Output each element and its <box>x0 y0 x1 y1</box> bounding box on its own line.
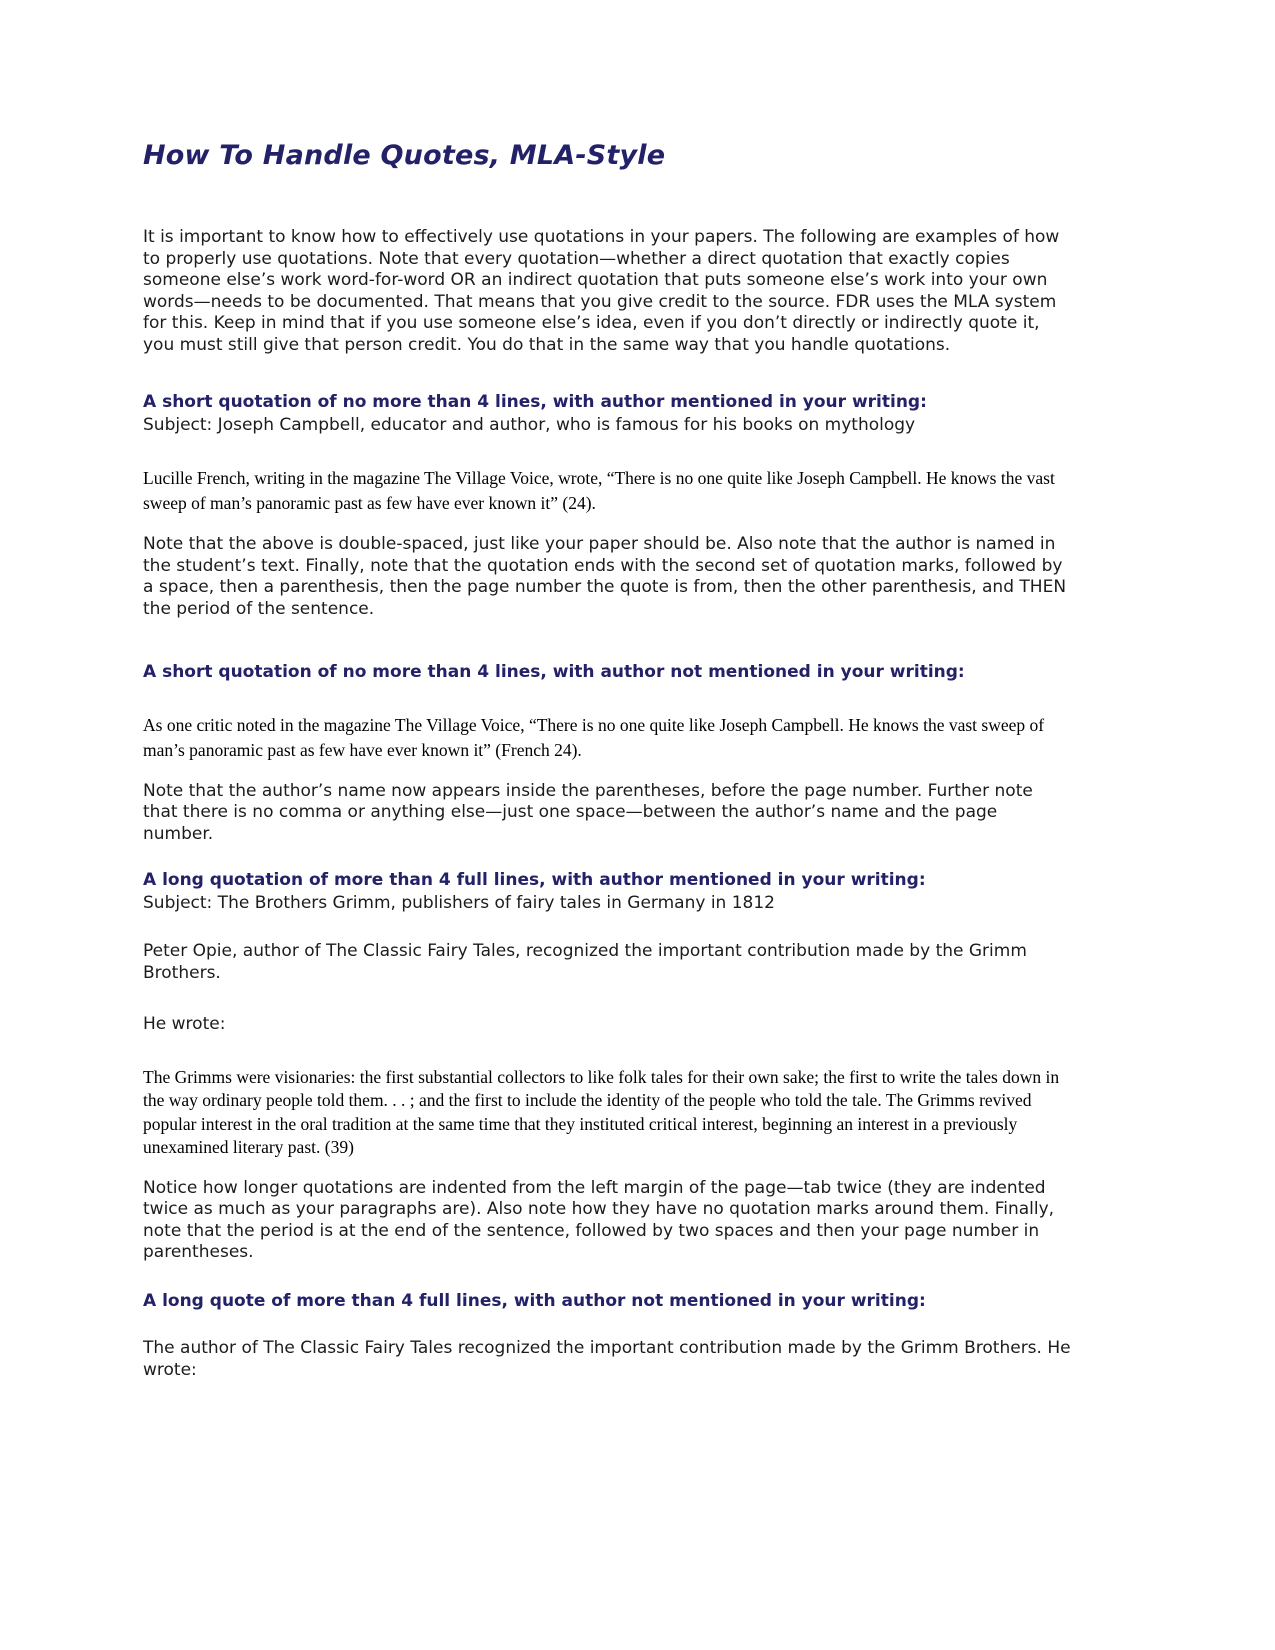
example-quote-author-mentioned: Lucille French, writing in the magazine The Village Voice, wrote, “There is no one quite like Joseph Campbell. He knows the vast sweep of man’s panoramic past as few have ever known it” (24). <box>143 468 1055 514</box>
section-subject-brothers-grimm: Subject: The Brothers Grimm, publishers of fairy tales in Germany in 1812 <box>143 893 775 914</box>
example-long-quote-grimms: The Grimms were visionaries: the first substantial collectors to like folk tales for their own sake; the first to write the tales down in the way ordinary people told them. . . ; and the first to include the identity of the people who told the tale. The Grimms revived popular interest in the oral tradition at the same time that they instituted critical interest, beginning an interest in a previously unexamined literary past. (39) <box>143 1066 1060 1158</box>
section-heading-long-quote-author-not-mentioned: A long quote of more than 4 full lines, with author not mentioned in your writing: <box>143 1291 926 1312</box>
section-subject-joseph-campbell: Subject: Joseph Campbell, educator and author, who is famous for his books on mythology <box>143 414 916 435</box>
section-heading-long-quote-author-mentioned: A long quotation of more than 4 full lines, with author mentioned in your writing: <box>143 870 926 891</box>
section-heading-short-quote-author-mentioned: A short quotation of no more than 4 lines, with author mentioned in your writing: <box>143 391 927 412</box>
section-heading-short-quote-author-not-mentioned: A short quotation of no more than 4 lines, with author not mentioned in your writing: <box>143 661 965 682</box>
example-quote-author-not-mentioned: As one critic noted in the magazine The Village Voice, “There is no one quite like Joseph Campbell. He knows the vast sweep of man’s panoramic past as few have ever known it” (French 24). <box>143 714 1045 760</box>
note-paragraph-long-quotes-indented: Notice how longer quotations are indented from the left margin of the page—tab twice (they are indented twice as much as your paragraphs are). Also note how they have no quotation marks around them. Finally, note that the period is at the end of the sentence, followed by two spaces and then your page number in parentheses. <box>143 1177 1055 1263</box>
note-paragraph-double-spaced: Note that the above is double-spaced, just like your paper should be. Also note that the author is named in the student’s text. Finally, note that the quotation ends with the second set of quotation marks, followed by a space, then a parenthesis, then the page number the quote is from, then the other parenthesis, and THEN the period of the sentence. <box>143 534 1067 619</box>
lead-paragraph-he-wrote: He wrote: <box>143 1014 226 1035</box>
document-title: How To Handle Quotes, MLA-Style <box>143 140 666 171</box>
lead-paragraph-peter-opie: Peter Opie, author of The Classic Fairy Tales, recognized the important contribution made by the Grimm Brothers. <box>143 940 1027 983</box>
lead-paragraph-classic-fairy-tales: The author of The Classic Fairy Tales recognized the important contribution made by the Grimm Brothers. He wrote: <box>143 1338 1071 1380</box>
note-paragraph-author-in-parentheses: Note that the author’s name now appears inside the parentheses, before the page number. Further note that there is no comma or anything else—just one space—between the author’s name and the page number. <box>143 780 1033 844</box>
intro-paragraph: It is important to know how to effectively use quotations in your papers. The following are examples of how to properly use quotations. Note that every quotation—whether a direct quotation that exactly copies someone else’s work word-for-word OR an indirect quotation that puts someone else’s work into your own words—needs to be documented. That means that you give credit to the source. FDR uses the MLA system for this. Keep in mind that if you use someone else’s idea, even if you don’t directly or indirectly quote it, you must still give that person credit. You do that in the same way that you handle quotations. <box>143 227 1060 355</box>
